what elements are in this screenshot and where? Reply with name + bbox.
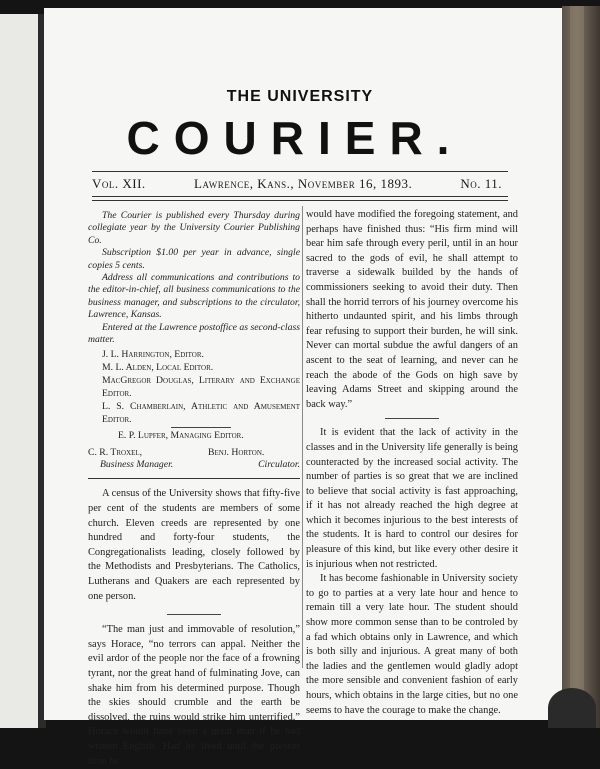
staff-list bbox=[88, 348, 300, 442]
staff-literary-editor: MacGregor Douglas, Literary and Exchange Editor. bbox=[102, 375, 300, 400]
section-rule bbox=[88, 478, 300, 479]
business-manager-role: Business Manager. bbox=[100, 459, 174, 471]
business-staff bbox=[88, 446, 300, 474]
volume-number: Vol. XII. bbox=[92, 176, 146, 191]
article-rule-1 bbox=[167, 614, 221, 615]
notice-entered: Entered at the Lawrence postoffice as second-class matter. bbox=[88, 321, 300, 346]
column-divider bbox=[302, 206, 303, 668]
masthead-rule-top bbox=[92, 171, 508, 172]
notice-publication: The Courier is published every Thursday during collegiate year by the University Courier Publishing Co. bbox=[88, 210, 300, 246]
masthead-subtitle: THE UNIVERSITY bbox=[226, 88, 374, 105]
staff-editor: J. L. Harrington, Editor. bbox=[102, 349, 204, 361]
notice-subscription: Subscription $1.00 per year in advance, single copies 5 cents. bbox=[88, 247, 300, 271]
article-late-hours: It has become fashionable in University society to go to parties at a very late hour and hence to remain till a very late hour. The student should show more common sense than to be controled by a fad which obtains only in Lawrence, and which is both silly and injurious. A great many of both the ladies and the gentlemen would gladly adopt the more sensible and convenient fashion of early hours, which obtains in the large cities, but no one seems to have the courage to make the change. bbox=[306, 573, 518, 716]
article-rule-2 bbox=[385, 418, 439, 419]
notice-address: Address all communications and contributions to the editor-in-chief, all business communications to the business manager, and subscriptions to the circulator, Lawrence, Kansas. bbox=[88, 272, 300, 321]
article-horace-start: “The man just and immovable of resolution,” says Horace, “no terrors can appal. Neither the evil ardor of the people nor the face of a frowning tyrant, nor the great hand of fulminating Jove, can shake him from his determined purpose. Though the skies should crumble and the earth be dissolved, the ruins would strike him unterrified.” Horace would have been a great man if he had written English. Had he lived until the present time he bbox=[88, 624, 300, 767]
page-stack-edge bbox=[562, 6, 600, 728]
masthead-rule-bottom bbox=[92, 200, 508, 201]
left-page-edge bbox=[0, 14, 40, 728]
article-census: A census of the University shows that fifty-five per cent of the students are members of some church. Eleven creeds are represented by one hundred and forty-four students, the Congregationalists leading, closely followed by the Methodists and Presbyterians. The Catholics, Lutherans and Quakers are each represented by one person. bbox=[88, 488, 300, 602]
binding-clip bbox=[548, 688, 596, 728]
publication-notice bbox=[88, 210, 300, 346]
staff-rule bbox=[171, 427, 231, 428]
staff-local-editor: M. L. Alden, Local Editor. bbox=[102, 362, 214, 374]
issue-line bbox=[92, 176, 508, 194]
masthead-title: COURIER. bbox=[126, 112, 464, 164]
business-manager-name: C. R. Troxel, bbox=[88, 447, 143, 459]
circulator-name: Benj. Horton. bbox=[208, 447, 265, 459]
staff-athletic-editor: L. S. Chamberlain, Athletic and Amusement Editor. bbox=[102, 401, 300, 426]
staff-managing-editor: E. P. Lupfer, Managing Editor. bbox=[118, 430, 244, 442]
article-horace-continued: would have modified the foregoing statement, and perhaps have finished thus: “His firm mind will bear him safe through every peril, until in an hour sacred to the gods of evil, he shall attempt to traverse a sidewalk builded by the hands of commissioners seeking to avoid their duty. Then shall the horrid terrors of his journey overcome his hitherto undaunted spirit, and his limbs through fear refusing to support their burden, he will sink. Never can mortal subdue the awful dangers of an ascent to the seat of learning, and never can he reach the abode of the Gods on high save by leaving Adams Street and skipping around the back way.” bbox=[306, 209, 518, 410]
dateline: Lawrence, Kans., November 16, 1893. bbox=[194, 176, 413, 191]
article-social-activity: It is evident that the lack of activity in the classes and in the University life generally is being counteracted by the increased social activity. The number of parties is so great that we are inclined to believe that social activity is fast approaching, if it has not already reached the high degree at which it becomes injurious to the best interests of the students. It is hard to control our desires for pleasure of this kind, but like every other desire it is injurious when not restricted. bbox=[306, 427, 518, 570]
left-column bbox=[88, 210, 300, 769]
masthead-rule-mid bbox=[92, 196, 508, 197]
issue-number: No. 11. bbox=[460, 176, 502, 191]
circulator-role: Circulator. bbox=[258, 459, 300, 471]
right-column bbox=[306, 208, 518, 718]
